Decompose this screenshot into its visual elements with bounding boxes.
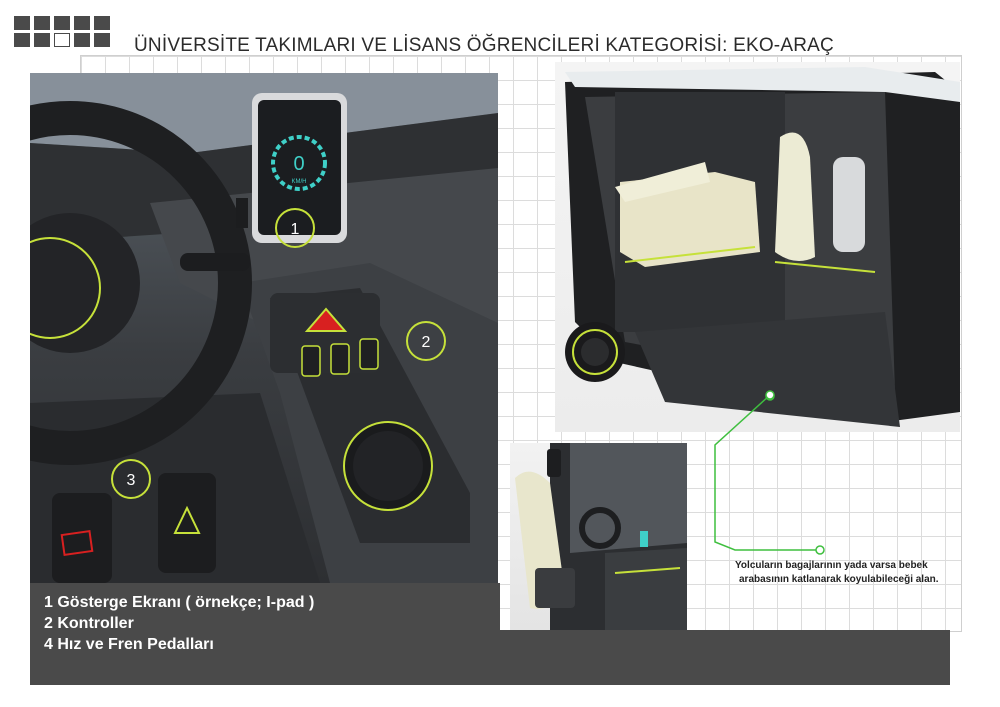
caption-line-2: arabasının katlanarak koyulabileceği alan.: [739, 574, 939, 585]
marker-2: 2: [421, 334, 431, 351]
vehicle-interior-render: [555, 62, 960, 432]
callout-caption: [735, 559, 980, 587]
page-title: ÜNİVERSİTE TAKIMLARI VE LİSANS ÖĞRENCİLERİ KATEGORİSİ: EKO-ARAÇ: [134, 35, 834, 56]
screen-unit: KM/H: [291, 179, 307, 185]
legend-item: 1 Gösterge Ekranı ( örnekçe; I-pad ): [44, 594, 315, 611]
screen-speed: 0: [293, 153, 305, 175]
legend-item: 4 Hız ve Fren Pedalları: [44, 636, 214, 653]
legend-item: 2 Kontroller: [44, 615, 134, 632]
logo-grid-icon: [14, 16, 110, 50]
marker-1: 1: [290, 221, 300, 238]
caption-line-1: Yolcuların bagajlarının yada varsa bebek: [735, 560, 928, 571]
dashboard-render: [30, 73, 498, 583]
side-view-render: [510, 443, 687, 630]
marker-3: 3: [126, 472, 136, 489]
legend-strip: [500, 630, 950, 685]
callout-leader-line: [700, 390, 840, 560]
legend-list: [44, 592, 314, 655]
